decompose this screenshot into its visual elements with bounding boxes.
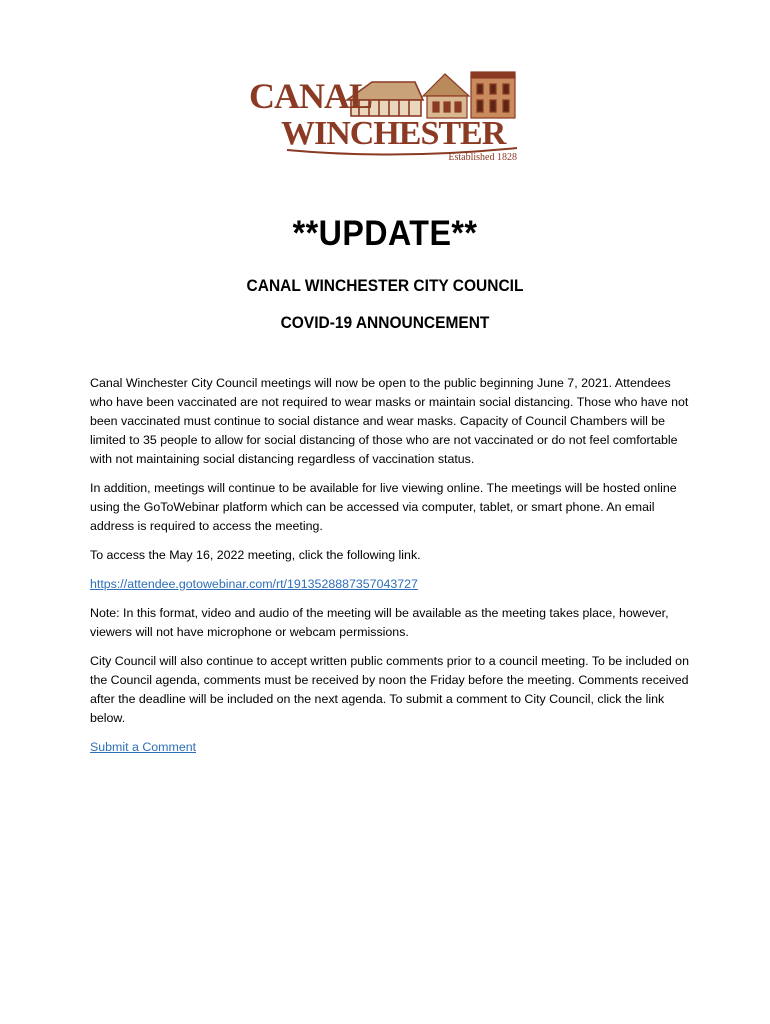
paragraph-public-comments: City Council will also continue to accept written public comments prior to a council meeting. To be included on the Council agenda, comments must be received by noon the Friday before the meeting. Comments received after the deadline will be included on the next agenda. To submit a comment to City Council, click the link below. [90,654,689,725]
canal-winchester-logo [247,70,521,162]
paragraph-access-instructions: To access the May 16, 2022 meeting, click the following link. [90,548,421,562]
announcement-heading: COVID-19 ANNOUNCEMENT [280,314,490,332]
page-title: **UPDATE** [292,214,478,253]
paragraph-note: Note: In this format, video and audio of the meeting will be available as the meeting takes place, however, viewers will not have microphone or webcam permissions. [90,606,669,639]
announcement-body [90,374,690,767]
paragraph-reopening: Canal Winchester City Council meetings will now be open to the public beginning June 7, 2021. Attendees who have been vaccinated are not required to wear masks or maintain social distancing. Those who have not been vaccinated must continue to social distance and wear masks. Capacity of Council Chambers will be limited to 35 people to allow for social distancing of those who are not vaccinated or do not feel comfortable with not maintaining social distancing regardless of vaccination status. [90,376,689,466]
depot-building-icon [423,74,469,118]
council-heading: CANAL WINCHESTER CITY COUNCIL [246,277,524,295]
logo-line1: CANAL [249,76,373,116]
webinar-link[interactable]: https://attendee.gotowebinar.com/rt/1913528887357043727 [90,577,418,591]
paragraph-online-viewing: In addition, meetings will continue to be available for live viewing online. The meetings will be hosted online using the GoToWebinar platform which can be accessed via computer, tablet, or smart phone. An email address is required to access the meeting. [90,481,677,533]
brick-building-icon [471,72,515,118]
logo-line2: WINCHESTER [281,115,506,152]
submit-comment-link[interactable]: Submit a Comment [90,740,197,754]
paragraph-comment-link [90,738,690,757]
paragraph-webinar-link [90,575,690,594]
logo-established: Established 1828 [448,152,517,162]
